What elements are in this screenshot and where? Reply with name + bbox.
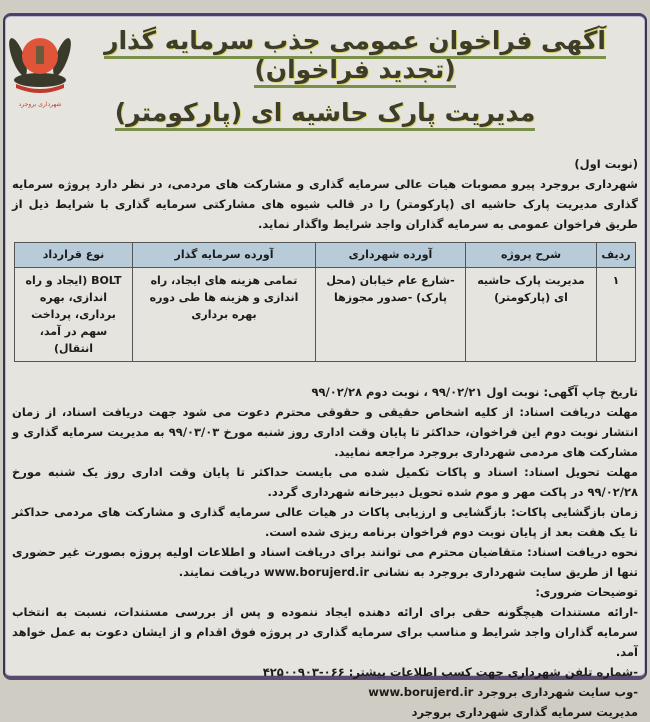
cell-description: مدیریت پارک حاشیه ای (پارکومتر) bbox=[466, 268, 597, 362]
cell-municipality-contribution: -شارع عام خیابان (محل پارک) -صدور مجوزها bbox=[316, 268, 466, 362]
svg-text:شهرداری بروجرد: شهرداری بروجرد bbox=[18, 101, 62, 108]
document-delivery-deadline: مهلت تحویل اسناد: اسناد و پاکات تکمیل شده می بایست حداکثر تا پایان وقت اداری روز یک شنبه مورخ ۹۹/۰۲/۲۸ در پاکت مهر و موم شده تحویل دبیرخانه شهرداری گردد. bbox=[12, 465, 638, 499]
notes-heading: توضیحات ضروری: bbox=[535, 585, 638, 599]
col-header-municipality-contribution: آورده شهرداری bbox=[316, 243, 466, 268]
col-header-description: شرح پروژه bbox=[466, 243, 597, 268]
round-label: (نوبت اول) bbox=[574, 157, 638, 171]
note-item: -ارائه مستندات هیچگونه حقی برای ارائه دهنده ایجاد ننموده و پس از بررسی مستندات، نسبت به انتخاب سرمایه گذاران واجد شرایط و مناسب برای سرمایه گذاری در پروژه فوق اقدام و از ایشان دعوت به عمل خواهد آمد. bbox=[12, 605, 638, 659]
cell-contract-type: BOLT (ایجاد و راه اندازی، بهره برداری، پرداخت سهم در آمد، انتقال) bbox=[15, 268, 133, 362]
signature: مدیریت سرمایه گذاری شهرداری بروجرد bbox=[411, 705, 638, 719]
intro-paragraph: شهرداری بروجرد پیرو مصوبات هیات عالی سرمایه گذاری و مشارکت های مردمی، در نظر دارد پروژه سرمایه گذاری مدیریت پارک حاشیه ای (پارکومتر) را در قالب شیوه های مشارکتی سرمایه گذاری با شرایط ذیل از طریق فراخوان عمومی به سرمایه گذاران واجد شرایط واگذار نماید. bbox=[12, 177, 638, 231]
cell-row-number: ۱ bbox=[597, 268, 636, 362]
col-header-investor-contribution: آورده سرمایه گذار bbox=[133, 243, 316, 268]
note-website: -وب سایت شهرداری بروجرد www.borujerd.ir bbox=[368, 685, 638, 699]
cell-investor-contribution: تمامی هزینه های ایجاد، راه اندازی و هزینه ها طی دوره بهره برداری bbox=[133, 268, 316, 362]
project-table bbox=[14, 242, 636, 362]
page-title: آگهی فراخوان عمومی جذب سرمایه گذار (تجدید فراخوان) bbox=[90, 26, 620, 84]
col-header-contract-type: نوع قرارداد bbox=[15, 243, 133, 268]
print-dates: تاریخ چاپ آگهی: نوبت اول ۹۹/۰۲/۲۱ ، نوبت دوم ۹۹/۰۲/۲۸ bbox=[311, 385, 638, 399]
table-row bbox=[15, 268, 636, 362]
col-header-row: ردیف bbox=[597, 243, 636, 268]
document-receipt-deadline: مهلت دریافت اسناد: از کلیه اشخاص حقیقی و حقوقی محترم دعوت می شود جهت دریافت اسناد، از زمان انتشار نوبت دوم این فراخوان، حداکثر تا پایان وقت اداری روز شنبه مورخ ۹۹/۰۳/۰۳ به مدیریت سرمایه گذاری و مشارکت های مردمی شهرداری بروجرد مراجعه نمایید. bbox=[12, 405, 639, 459]
document-receipt-method: نحوه دریافت اسناد: متقاضیان محترم می توانند برای دریافت اسناد و اطلاعات اولیه پروژه بصورت غیر حضوری تنها از طریق سایت شهرداری بروجرد به نشانی www.borujerd.ir دریافت نمایند. bbox=[12, 545, 638, 579]
advertisement-body bbox=[12, 154, 638, 722]
envelope-opening-time: زمان بازگشایی پاکات: بازگشایی و ارزیابی پاکات در هیات عالی سرمایه گذاری و مشارکت های مردمی حداکثر تا یک هفت بعد از پایان نوبت دوم فراخوان برنامه ریزی شده است. bbox=[12, 505, 638, 539]
note-phone: -شماره تلفن شهرداری جهت کسب اطلاعات بیشتر: ۰۶۶-۴۲۵۰۰۹۰۳ bbox=[262, 665, 638, 679]
page-subtitle: مدیریت پارک حاشیه ای (پارکومتر) bbox=[0, 98, 650, 127]
